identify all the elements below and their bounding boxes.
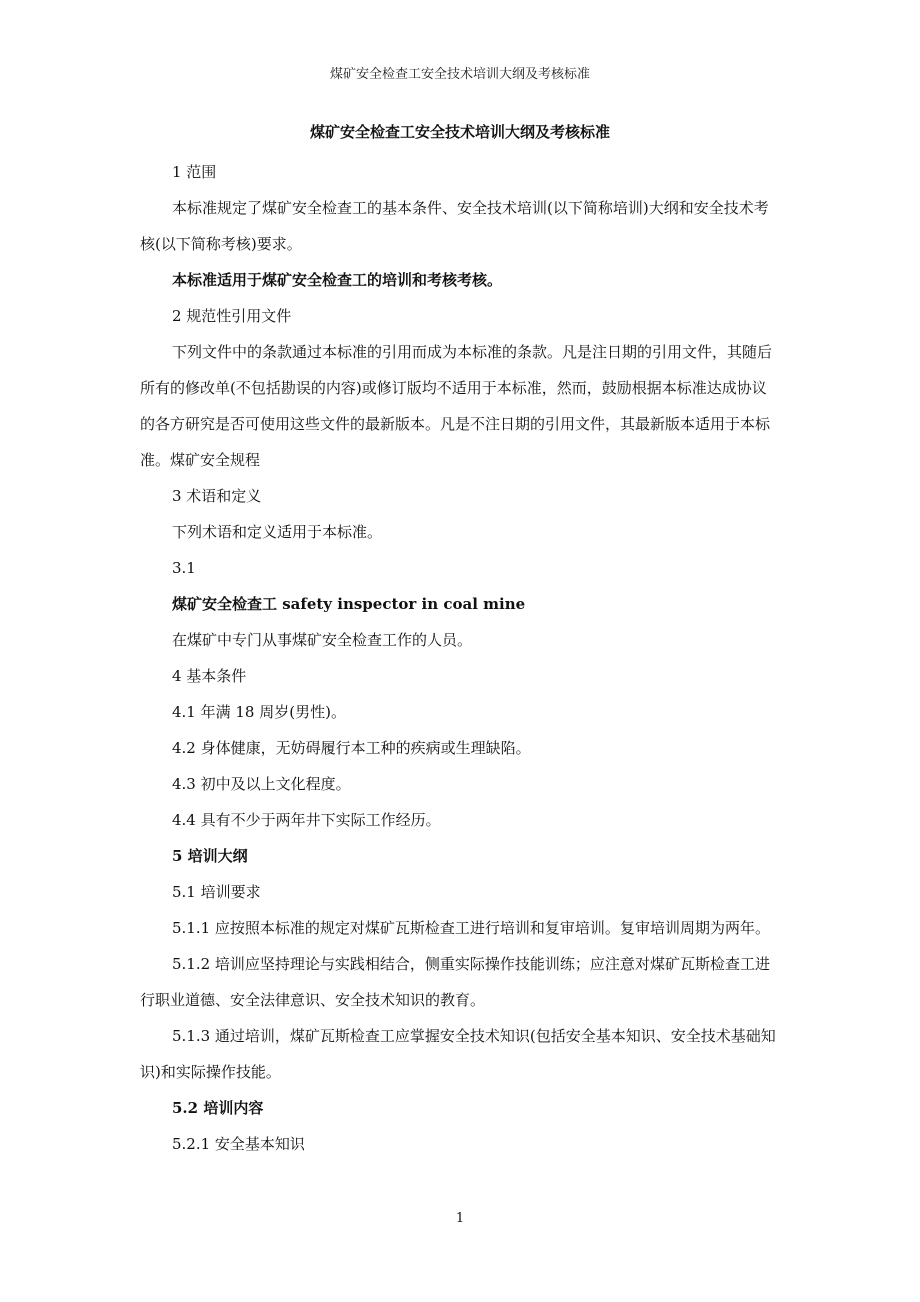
paragraph: 2 规范性引用文件 xyxy=(172,307,292,325)
paragraph: 4.4 具有不少于两年井下实际工作经历。 xyxy=(172,811,441,829)
paragraph: 5 培训大纲 xyxy=(172,847,248,865)
paragraph: 4 基本条件 xyxy=(172,667,247,685)
paragraph: 3 术语和定义 xyxy=(172,487,262,505)
paragraph: 5.1 培训要求 xyxy=(172,883,261,901)
paragraph: 1 范围 xyxy=(172,163,217,181)
paragraph: 4.1 年满 18 周岁(男性)。 xyxy=(172,703,346,721)
document-body xyxy=(140,154,780,1162)
paragraph: 5.1.1 应按照本标准的规定对煤矿瓦斯检查工进行培训和复审培训。复审培训周期为两年。 xyxy=(172,919,770,937)
document-title: 煤矿安全检查工安全技术培训大纲及考核标准 xyxy=(309,123,610,141)
paragraph: 4.3 初中及以上文化程度。 xyxy=(172,775,351,793)
paragraph: 3.1 xyxy=(172,559,196,577)
page-number: 1 xyxy=(455,1211,465,1226)
paragraph: 下列文件中的条款通过本标准的引用而成为本标准的条款。凡是注日期的引用文件，其随后所有的修改单(不包括勘误的内容)或修订版均不适用于本标准，然而，鼓励根据本标准达成协议的各方研究是否可使用这些文件的最新版本。凡是不注日期的引用文件，其最新版本适用于本标准。煤矿安全规程 xyxy=(140,343,773,469)
paragraph: 在煤矿中专门从事煤矿安全检查工作的人员。 xyxy=(172,631,473,649)
paragraph: 5.1.2 培训应坚持理论与实践相结合，侧重实际操作技能训练；应注意对煤矿瓦斯检查工进行职业道德、安全法律意识、安全技术知识的教育。 xyxy=(140,955,770,1009)
paragraph: 5.2 培训内容 xyxy=(172,1099,264,1117)
paragraph: 下列术语和定义适用于本标准。 xyxy=(172,523,383,541)
paragraph: 5.1.3 通过培训，煤矿瓦斯检查工应掌握安全技术知识(包括安全基本知识、安全技术基础知识)和实际操作技能。 xyxy=(140,1027,776,1081)
paragraph: 4.2 身体健康，无妨碍履行本工种的疾病或生理缺陷。 xyxy=(172,739,531,757)
running-header: 煤矿安全检查工安全技术培训大纲及考核标准 xyxy=(329,67,590,82)
paragraph: 本标准规定了煤矿安全检查工的基本条件、安全技术培训(以下简称培训)大纲和安全技术考核(以下简称考核)要求。 xyxy=(140,199,769,253)
paragraph: 煤矿安全检查工 safety inspector in coal mine xyxy=(172,595,526,613)
paragraph: 本标准适用于煤矿安全检查工的培训和考核考核。 xyxy=(172,271,503,289)
paragraph: 5.2.1 安全基本知识 xyxy=(172,1135,305,1153)
